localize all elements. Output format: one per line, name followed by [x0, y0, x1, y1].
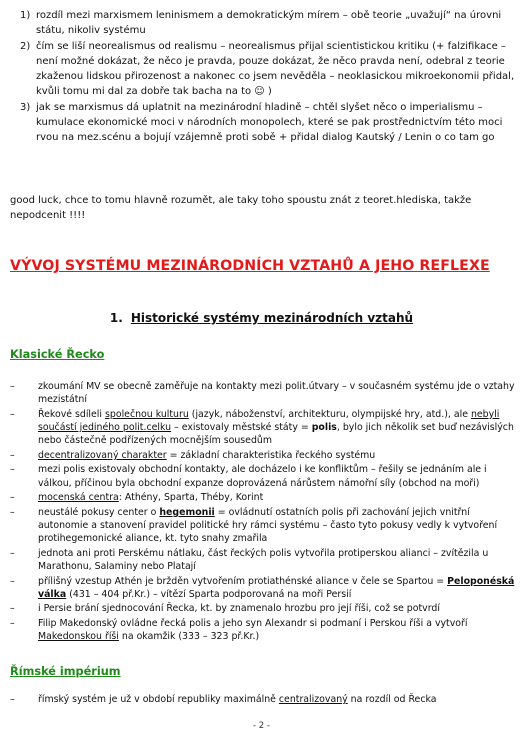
bullet-item [10, 575, 515, 601]
dash-marker: – [10, 575, 15, 587]
bullet-item [10, 491, 515, 504]
bullet-item [10, 408, 515, 448]
bullet-item [10, 380, 515, 406]
bullet-text: , bylo jich několik set buď nezávislých nebo částečně podřízených mocnějším sousedům [38, 422, 514, 447]
bullet-text: jednota ani proti Perskému nátlaku, část řeckých polis vytvořila protiperskou alianci – zvítězila u Marathonu, Salaminy nebo Platají [38, 547, 489, 572]
section-title-rome: Římské impérium [10, 665, 121, 678]
heading-text: Historické systémy mezinárodních vztahů [130, 311, 414, 325]
page-number: - 2 - [253, 721, 270, 731]
list-item [10, 8, 515, 38]
underlined-term: nebyli součástí jediného polit.celku [38, 408, 500, 433]
bullet-item [10, 693, 515, 706]
rome-bullet-list [10, 693, 515, 708]
bullet-text: neustálé pokusy center o [38, 506, 160, 518]
bullet-text: Filip Makedonský ovládne řecká polis a jeho syn Alexandr si podmaní i Perskou říši a vytvoří [38, 617, 468, 629]
bullet-item [10, 547, 515, 573]
dash-marker: – [10, 492, 15, 504]
section-heading [0, 311, 523, 325]
bullet-text: (jazyk, náboženství, architekturu, olympijské hry, atd.), ale [188, 408, 471, 420]
heading-number: 1. [109, 311, 123, 325]
note-paragraph: good luck, chce to tomu hlavně rozumět, ale taky toho spoustu znát z teoret.hlediska, takže nepodcenit !!!! [10, 195, 472, 221]
bullet-text: na rozdíl od Řecka [347, 694, 437, 705]
bullet-text: i Persie brání sjednocování Řecka, kt. by znamenalo hrozbu pro její říši, což se potvrdí [38, 603, 440, 615]
dash-marker: – [10, 408, 15, 420]
bullet-item [10, 617, 515, 643]
list-item [10, 39, 515, 99]
bullet-item [10, 449, 515, 462]
item-number: 2) [20, 41, 31, 52]
dash-marker: – [10, 547, 15, 559]
underlined-term: mocenská centra [38, 492, 119, 504]
bullet-text: přílišný vzestup Athén je bržděn vytvořením protiathénské aliance v čele se Spartou = [38, 575, 448, 587]
bullet-text: na okamžik (333 – 323 př.Kr.) [118, 631, 260, 643]
dash-marker: – [10, 464, 15, 476]
item-number: 3) [20, 102, 31, 113]
item-number: 1) [20, 10, 31, 21]
bullet-text: Řekové sdíleli [38, 408, 105, 420]
bullet-text: římský systém je už v období republiky maximálně [38, 694, 279, 705]
dash-marker: – [10, 449, 15, 461]
bullet-text: (431 – 404 př.Kr.) – vítězí Sparta podporovaná na moři Persií [66, 588, 352, 600]
underlined-term: centralizovaný [278, 694, 348, 705]
bullet-text: mezi polis existovaly obchodní kontakty, ale docházelo i ke konfliktům – řešily se jednáním ale i válkou, příčinou byla obchodní expanze doprovázená nárůstem námořní síly (obchod na moři) [38, 464, 487, 489]
greece-bullet-list [10, 380, 515, 645]
main-title: VÝVOJ SYSTÉMU MEZINÁRODNÍCH VZTAHŮ A JEHO REFLEXE [10, 258, 490, 274]
dash-marker: – [10, 506, 15, 518]
underlined-term: Makedonskou říši [38, 631, 119, 643]
underlined-term: společnou kulturu [105, 408, 189, 420]
dash-marker: – [10, 603, 15, 615]
bold-underlined-term: hegemonii [159, 506, 215, 518]
item-text: čím se liší neorealismus od realismu – neorealismus přijal scientistickou kritiku (+ falzifikace – není možné dokázat, že něco je pravda, pouze dokázat, že něco pravda není, odebral z teorie zkaženou lidskou přirozenost a nakonec co jsem nevěděla – neoklasickou mikroekonomii přidal, kvůli tomu mi dal za dobře tak bacha na to ☺ ) [36, 41, 515, 97]
bullet-item [10, 602, 515, 615]
bullet-text: : Athény, Sparta, Théby, Korint [118, 492, 264, 504]
bullet-text: = základní charakteristika řeckého systému [166, 449, 376, 461]
dash-marker: – [10, 694, 15, 705]
item-text: rozdíl mezi marxismem leninismem a demokratickým mírem – obě teorie „uvažují“ na úrovni státu, nikoliv systému [36, 10, 502, 36]
bullet-item [10, 463, 515, 489]
numbered-list [10, 8, 515, 146]
item-text: jak se marxismus dá uplatnit na mezinárodní hladině – chtěl slyšet něco o imperialismu – kumulace ekonomické moci v národních monopolech, které se pak prostřednictvím této moci rvou na mez.scénu a bojují vzájemně proti sobě + přidal dialog Kautský / Lenin o co tam go [36, 102, 503, 143]
bullet-text: – existovaly městské státy = [171, 422, 312, 433]
section-title-greece: Klasické Řecko [10, 348, 105, 361]
bullet-text: zkoumání MV se obecně zaměřuje na kontakty mezi polit.útvary – v současném systému jde o vztahy mezistátní [38, 381, 515, 406]
bold-term: polis [311, 422, 337, 433]
bold-underlined-term: Peloponéská válka [38, 575, 515, 600]
underlined-term: decentralizovaný charakter [38, 449, 167, 461]
bullet-item [10, 506, 515, 546]
dash-marker: – [10, 617, 15, 629]
list-item [10, 100, 515, 145]
dash-marker: – [10, 381, 15, 392]
bullet-text: = ovládnutí ostatních polis při zachování jejich vnitřní autonomie a stanovení pravidel politické hry rámci systému – často tyto pokusy vedly k vytvoření protihegemonické aliance, kt. tyto snahy zmařila [38, 506, 498, 545]
